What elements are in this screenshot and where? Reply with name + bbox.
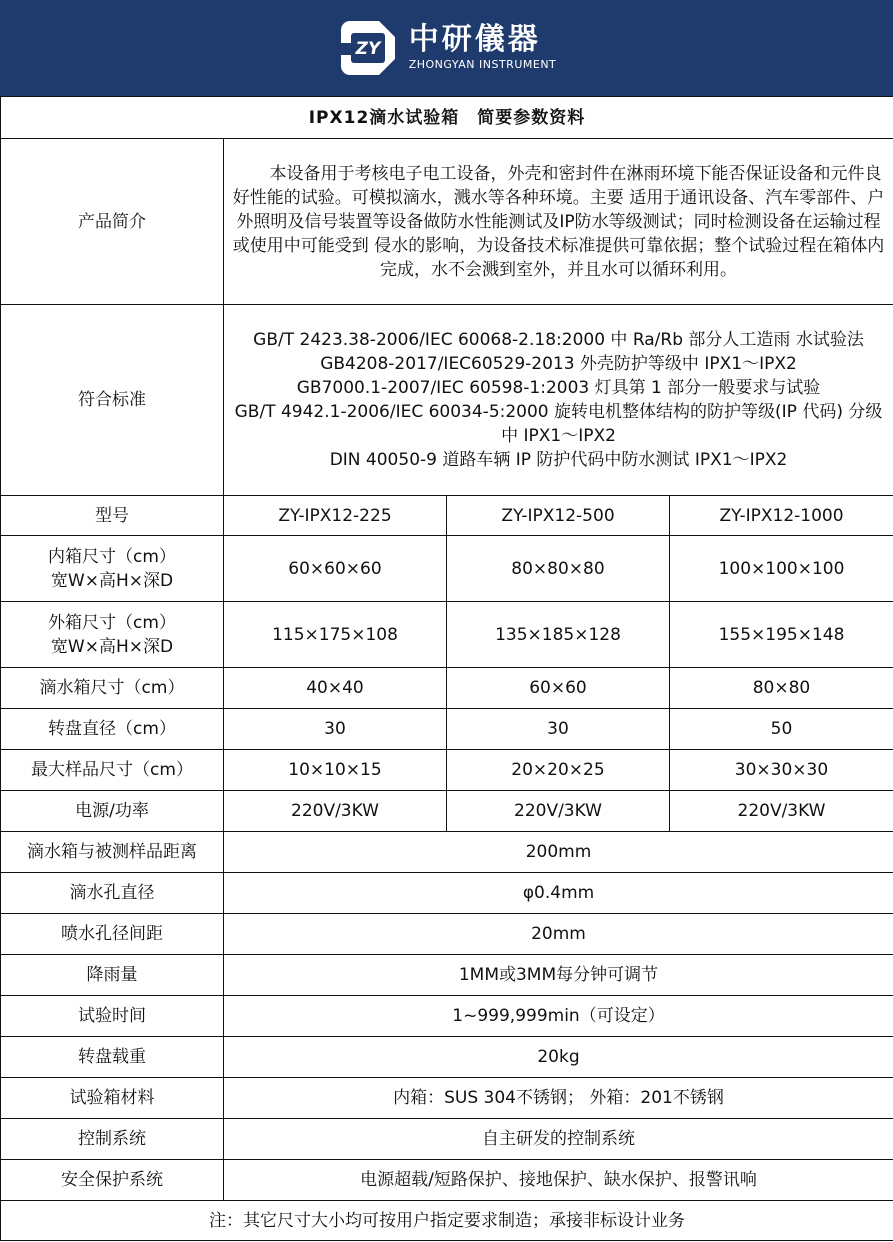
row-label: 降雨量 <box>1 955 224 996</box>
common-value-cell: 1~999,999min（可设定） <box>224 996 893 1037</box>
common-value-cell: 200mm <box>224 832 893 873</box>
common-value-cell: 电源超载/短路保护、接地保护、缺水保护、报警讯响 <box>224 1160 893 1201</box>
model-row <box>1 668 893 709</box>
model-value-cell: 80×80×80 <box>447 536 670 602</box>
model-value-cell: 40×40 <box>224 668 447 709</box>
model-value-cell: 60×60 <box>447 668 670 709</box>
common-value-cell: 内箱：SUS 304不锈钢； 外箱：201不锈钢 <box>224 1078 893 1119</box>
common-row <box>1 873 893 914</box>
row-label-line: 转盘直径（cm） <box>48 719 176 739</box>
common-row <box>1 1119 893 1160</box>
common-row <box>1 996 893 1037</box>
row-label: 滴水箱与被测样品距离 <box>1 832 224 873</box>
model-value-cell: 10×10×15 <box>224 750 447 791</box>
common-row <box>1 1037 893 1078</box>
intro-text: 本设备用于考核电子电工设备，外壳和密封件在淋雨环境下能否保证设备和元件良好性能的试验。可模拟滴水，溅水等各种环境。主要 适用于通讯设备、汽车零部件、户外照明及信号装置等设备做防水性能测试及IP防水等级测试；同时检测设备在运输过程或使用中可能受到 侵水的影响，为设备技术标准提供可靠依据；整个试验过程在箱体内完成，水不会溅到室外，并且水可以循环利用。 <box>232 163 885 280</box>
model-value-cell: 135×185×128 <box>447 602 670 668</box>
model-value-cell: 220V/3KW <box>447 791 670 832</box>
common-row <box>1 914 893 955</box>
model-value-cell: 80×80 <box>670 668 893 709</box>
common-value-cell: 1MM或3MM每分钟可调节 <box>224 955 893 996</box>
brand-name-en: ZHONGYAN INSTRUMENT <box>408 58 557 71</box>
standard-item: GB/T 2423.38-2006/IEC 60068-2.18:2000 中 Ra/Rb 部分人工造雨 水试验法 <box>253 330 864 350</box>
intro-text-cell <box>224 139 893 305</box>
standard-item: DIN 40050-9 道路车辆 IP 防护代码中防水测试 IPX1～IPX2 <box>329 450 788 470</box>
row-label <box>1 668 224 709</box>
spec-table <box>0 96 893 1241</box>
common-value-cell: 20kg <box>224 1037 893 1078</box>
common-row <box>1 1078 893 1119</box>
model-value-cell: ZY-IPX12-225 <box>224 496 447 536</box>
zy-logo-icon <box>337 17 399 79</box>
intro-label: 产品简介 <box>1 139 224 305</box>
model-row <box>1 709 893 750</box>
common-row <box>1 955 893 996</box>
row-label <box>1 750 224 791</box>
svg-text:ZY: ZY <box>355 39 381 59</box>
model-row <box>1 536 893 602</box>
model-row <box>1 602 893 668</box>
common-value-cell: 自主研发的控制系统 <box>224 1119 893 1160</box>
model-value-cell: 100×100×100 <box>670 536 893 602</box>
model-value-cell: 220V/3KW <box>670 791 893 832</box>
model-value-cell: 115×175×108 <box>224 602 447 668</box>
row-label-line: 最大样品尺寸（cm） <box>31 760 193 780</box>
row-label <box>1 536 224 602</box>
row-label-line: 宽W×高H×深D <box>50 570 174 591</box>
model-value-cell: 220V/3KW <box>224 791 447 832</box>
row-label: 安全保护系统 <box>1 1160 224 1201</box>
model-value-cell: ZY-IPX12-500 <box>447 496 670 536</box>
title-row <box>1 97 893 139</box>
row-label <box>1 709 224 750</box>
brand-text <box>409 23 557 73</box>
model-row <box>1 750 893 791</box>
row-label: 喷水孔径间距 <box>1 914 224 955</box>
row-label-line: 外箱尺寸（cm） <box>48 612 176 633</box>
row-label-line: 型号 <box>95 505 129 526</box>
standard-item: GB/T 4942.1-2006/IEC 60034-5:2000 旋转电机整体结构的防护等级(IP 代码) 分级中 IPX1～IPX2 <box>234 402 883 446</box>
model-value-cell: 50 <box>670 709 893 750</box>
row-label-line: 滴水箱尺寸（cm） <box>39 678 185 698</box>
row-label <box>1 791 224 832</box>
standards-label: 符合标准 <box>1 305 224 496</box>
footnote: 注：其它尺寸大小均可按用户指定要求制造；承接非标设计业务 <box>1 1201 893 1241</box>
brand-name-cn: 中研儀器 <box>408 22 541 57</box>
row-label: 滴水孔直径 <box>1 873 224 914</box>
model-value-cell: 20×20×25 <box>447 750 670 791</box>
model-value-cell: 30×30×30 <box>670 750 893 791</box>
standards-row <box>1 305 893 496</box>
common-value-cell: 20mm <box>224 914 893 955</box>
standard-item: GB7000.1-2007/IEC 60598-1:2003 灯具第 1 部分一般要求与试验 <box>296 378 821 398</box>
row-label-line: 电源/功率 <box>75 801 149 821</box>
model-value-cell: 155×195×148 <box>670 602 893 668</box>
model-value-cell: 30 <box>224 709 447 750</box>
row-label <box>1 496 224 536</box>
common-value-cell: φ0.4mm <box>224 873 893 914</box>
standards-list <box>224 305 893 496</box>
row-label: 转盘载重 <box>1 1037 224 1078</box>
common-row <box>1 832 893 873</box>
row-label: 控制系统 <box>1 1119 224 1160</box>
model-value-cell: ZY-IPX12-1000 <box>670 496 893 536</box>
model-rows <box>1 496 893 832</box>
model-value-cell: 60×60×60 <box>224 536 447 602</box>
brand-header <box>0 0 893 96</box>
intro-row <box>1 139 893 305</box>
row-label: 试验箱材料 <box>1 1078 224 1119</box>
model-row <box>1 496 893 536</box>
standard-item: GB4208-2017/IEC60529-2013 外壳防护等级中 IPX1～IPX2 <box>320 354 797 374</box>
row-label: 试验时间 <box>1 996 224 1037</box>
row-label-line: 宽W×高H×深D <box>50 636 174 657</box>
row-label-line: 内箱尺寸（cm） <box>48 546 176 567</box>
row-label <box>1 602 224 668</box>
model-row <box>1 791 893 832</box>
footnote-row <box>1 1201 893 1241</box>
common-row <box>1 1160 893 1201</box>
model-value-cell: 30 <box>447 709 670 750</box>
document-title: IPX12滴水试验箱 简要参数资料 <box>1 97 893 139</box>
common-rows <box>1 832 893 1201</box>
